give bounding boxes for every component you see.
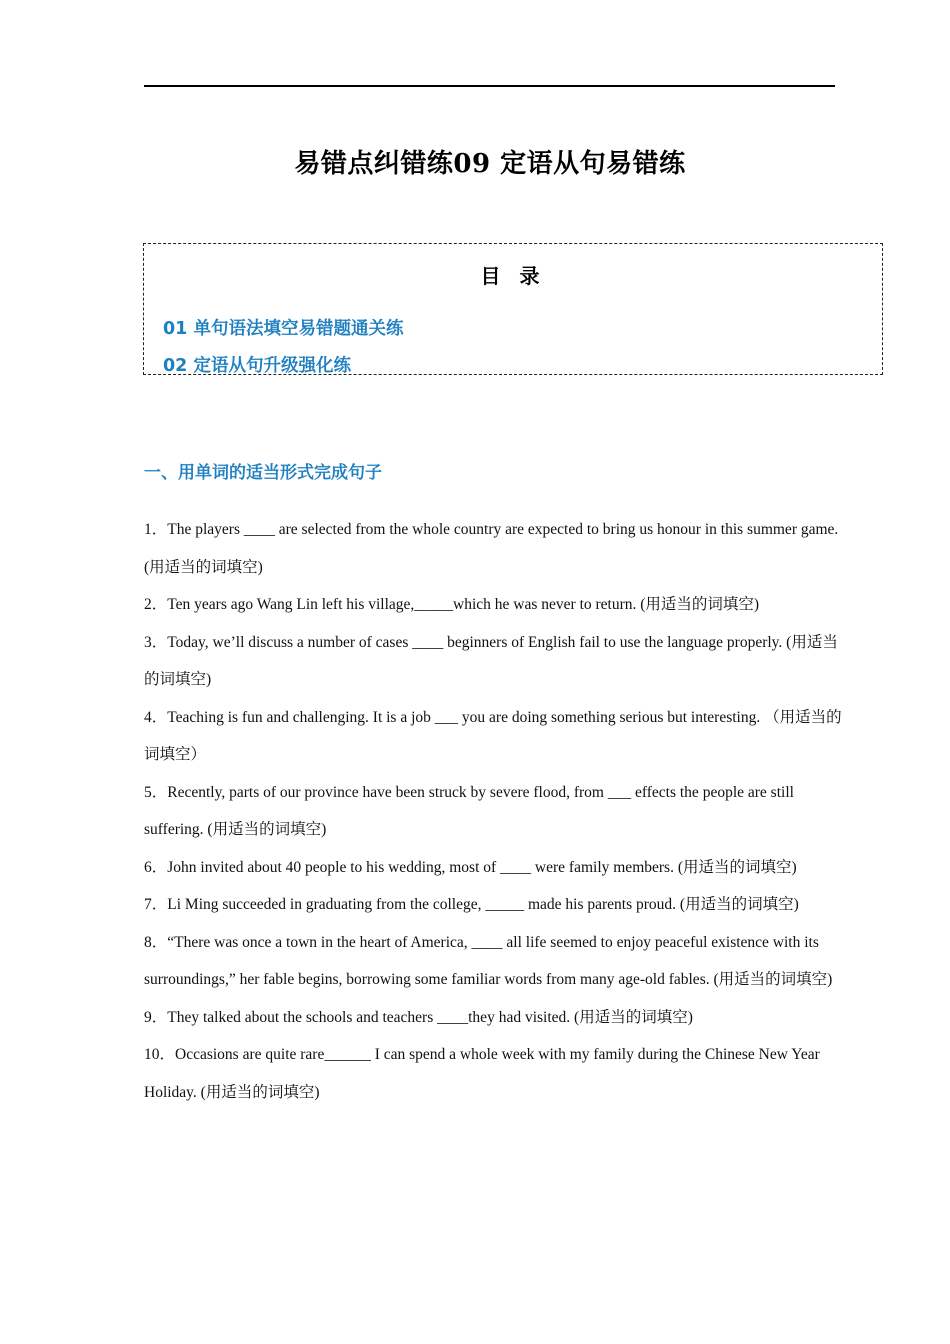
question-text: Ten years ago Wang Lin left his village,_____which he was never to return. (用适当的词填空) <box>167 596 760 613</box>
question-text: Li Ming succeeded in graduating from the college, _____ made his parents proud. (用适当的词填空) <box>167 896 799 913</box>
question-text: The players ____ are selected from the whole country are expected to bring us honour in this summer game. (用适当的词填空) <box>144 521 839 576</box>
page-title: 易错点纠错练09 定语从句易错练 <box>294 149 686 179</box>
question-item <box>144 1036 844 1111</box>
question-text: Teaching is fun and challenging. It is a job ___ you are doing something serious but interesting. （用适当的词填空） <box>144 708 842 763</box>
question-number: 10． <box>144 1046 176 1063</box>
question-number: 4． <box>144 708 168 726</box>
question-number: 6． <box>144 858 168 876</box>
toc-item-01[interactable]: 01 单句语法填空易错题通关练 <box>163 319 404 339</box>
question-number: 2． <box>144 596 168 613</box>
question-item <box>144 849 844 887</box>
question-item <box>144 511 844 586</box>
question-item <box>144 699 844 774</box>
question-number: 7． <box>144 896 168 913</box>
table-of-contents <box>143 243 883 375</box>
question-item <box>144 924 844 999</box>
question-number: 5． <box>144 783 168 801</box>
question-number: 3． <box>144 633 168 651</box>
header-rule <box>144 85 835 87</box>
question-text: Today, we’ll discuss a number of cases ____ beginners of English fail to use the language properly. (用适当的词填空) <box>144 633 838 688</box>
question-item <box>144 886 844 924</box>
question-number: 9． <box>144 1008 168 1026</box>
question-item <box>144 586 844 624</box>
section-heading: 一、用单词的适当形式完成句子 <box>144 463 382 483</box>
toc-item-02[interactable]: 02 定语从句升级强化练 <box>163 356 351 376</box>
question-text: They talked about the schools and teachers ____they had visited. (用适当的词填空) <box>167 1008 693 1026</box>
question-text: John invited about 40 people to his wedding, most of ____ were family members. (用适当的词填空) <box>167 858 797 876</box>
question-list <box>144 511 844 1111</box>
question-text: “There was once a town in the heart of America, ____ all life seemed to enjoy peaceful existence with its surroundings,” her fable begins, borrowing some familiar words from many age-old fables. (用适当的词填空) <box>144 933 833 988</box>
question-text: Recently, parts of our province have been struck by severe flood, from ___ effects the people are still suffering. (用适当的词填空) <box>144 783 794 838</box>
question-item <box>144 999 844 1037</box>
question-number: 8． <box>144 933 168 951</box>
toc-heading: 目 录 <box>480 264 546 288</box>
question-item <box>144 774 844 849</box>
question-text: Occasions are quite rare______ I can spend a whole week with my family during the Chinese New Year Holiday. (用适当的词填空) <box>144 1046 820 1101</box>
question-item <box>144 624 844 699</box>
question-number: 1． <box>144 521 168 538</box>
